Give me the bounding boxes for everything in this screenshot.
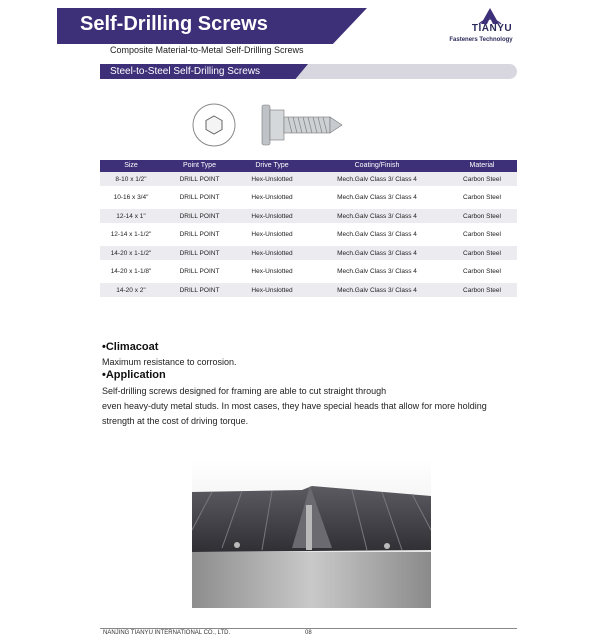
cell-coating: Mech.Galv Class 3/ Class 4 [337,194,417,201]
cell-drive-type: Hex-Unslotted [251,268,293,275]
table-row [100,246,517,260]
cell-coating: Mech.Galv Class 3/ Class 4 [337,175,417,183]
table-row [100,260,517,283]
cell-size: 10-16 x 3/4" [113,194,149,201]
cell-material: Carbon Steel [463,231,501,238]
cell-point-type: DRILL POINT [179,175,220,183]
table-header [100,160,517,172]
cell-coating: Mech.Galv Class 3/ Class 4 [337,212,417,220]
cell-coating: Mech.Galv Class 3/ Class 4 [337,231,417,238]
cell-size: 14-20 x 1-1/8" [110,268,152,275]
cell-material: Carbon Steel [463,249,501,257]
cell-drive-type: Hex-Unslotted [251,286,293,294]
table-row [100,283,517,297]
spec-table [100,160,517,297]
col-point-type: Point Type [183,162,216,169]
cell-drive-type: Hex-Unslotted [251,212,293,220]
cell-point-type: DRILL POINT [179,286,220,294]
table-row [100,209,517,223]
footer-page-number: 08 [305,630,312,636]
section-title: Steel-to-Steel Self-Drilling Screws [110,66,261,77]
brand-name: TIANYU [471,23,513,34]
climacoat-heading: •Climacoat [102,341,159,353]
cell-drive-type: Hex-Unslotted [251,231,293,238]
table-row [100,186,517,209]
cell-size: 12-14 x 1" [116,212,146,220]
cell-coating: Mech.Galv Class 3/ Class 4 [337,249,417,257]
cell-point-type: DRILL POINT [179,194,220,201]
col-drive-type: Drive Type [255,162,289,169]
cell-size: 14-20 x 1-1/2" [110,249,152,257]
cell-material: Carbon Steel [463,268,501,275]
cell-material: Carbon Steel [463,286,501,294]
application-text-line-1: Self-drilling screws designed for framing are able to cut straight through [102,386,387,396]
page-title: Self-Drilling Screws [80,13,268,35]
col-material: Material [469,162,495,169]
cell-coating: Mech.Galv Class 3/ Class 4 [337,286,417,294]
cell-drive-type: Hex-Unslotted [251,194,293,201]
table-row [100,172,517,186]
footer-company: NANJING TIANYU INTERNATIONAL CO., LTD. [103,630,231,636]
cell-size: 8-10 x 1/2" [115,175,147,183]
cell-material: Carbon Steel [463,175,501,183]
table-row [100,223,517,246]
cell-point-type: DRILL POINT [179,212,220,220]
subtitle: Composite Material-to-Metal Self-Drilling Screws [110,45,304,55]
cell-coating: Mech.Galv Class 3/ Class 4 [337,268,417,275]
cell-point-type: DRILL POINT [179,231,220,238]
col-size: Size [124,162,138,169]
cell-drive-type: Hex-Unslotted [251,249,293,257]
cell-material: Carbon Steel [463,212,501,220]
cell-drive-type: Hex-Unslotted [251,175,293,183]
climacoat-text: Maximum resistance to corrosion. [102,357,237,367]
col-coating: Coating/Finish [354,162,400,169]
application-text-line-3: strength at the cost of driving torque. [102,416,249,426]
cell-size: 14-20 x 2" [116,286,146,294]
footer-divider [100,628,517,629]
application-heading: •Application [102,369,166,381]
screw-illustration [190,95,350,155]
cell-point-type: DRILL POINT [179,249,220,257]
cell-material: Carbon Steel [463,194,501,201]
application-text-line-2: even heavy-duty metal studs. In most cases, they have special heads that allow for more holding [102,401,487,411]
brand-tagline: Fasteners Technology [449,37,513,43]
cell-size: 12-14 x 1-1/2" [110,231,152,238]
roof-photo [192,460,431,608]
cell-point-type: DRILL POINT [179,268,220,275]
